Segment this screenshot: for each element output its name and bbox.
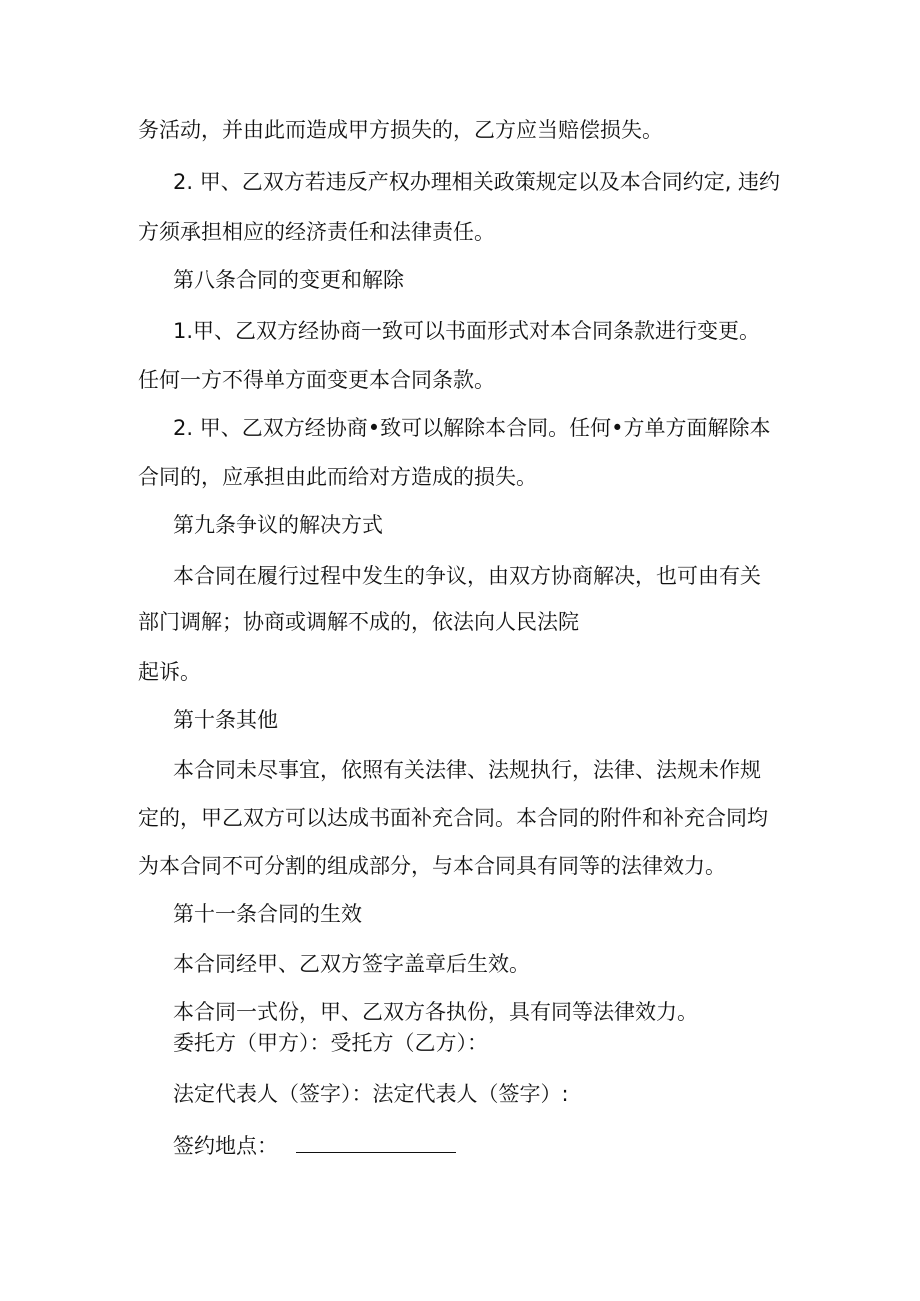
text-line: 起诉。 <box>138 660 201 684</box>
signing-location-label: 签约地点： <box>173 1134 278 1158</box>
text-line: 1.甲、乙双方经协商一致可以书面形式对本合同条款进行变更。 <box>173 319 761 343</box>
text-line: 2. 甲、乙双方若违反产权办理相关政策规定以及本合同约定, 违约 <box>173 170 781 194</box>
section-heading: 第十一条合同的生效 <box>173 902 362 926</box>
text-line: 2. 甲、乙双方经协商•致可以解除本合同。任何•方单方面解除本 <box>173 416 771 440</box>
section-heading: 第九条争议的解决方式 <box>173 513 383 537</box>
text-line: 本合同经甲、乙双方签字盖章后生效。 <box>173 952 530 976</box>
text-line: 本合同一式份，甲、乙双方各执份，具有同等法律效力。 <box>173 1000 698 1024</box>
text-line: 定的，甲乙双方可以达成书面补充合同。本合同的附件和补充合同均 <box>138 806 768 830</box>
text-line: 部门调解；协商或调解不成的，依法向人民法院 <box>138 610 579 634</box>
signature-representative-line: 法定代表人（签字）：法定代表人（签字）: <box>173 1082 569 1106</box>
section-heading: 第十条其他 <box>173 708 278 732</box>
text-line: 务活动，并由此而造成甲方损失的，乙方应当赔偿损失。 <box>138 118 663 142</box>
text-line: 为本合同不可分割的组成部分，与本合同具有同等的法律效力。 <box>138 854 726 878</box>
signature-party-line: 委托方（甲方）：受托方（乙方）： <box>173 1031 488 1055</box>
text-line: 任何一方不得单方面变更本合同条款。 <box>138 368 495 392</box>
section-heading: 第八条合同的变更和解除 <box>173 268 404 292</box>
text-line: 本合同未尽事宜，依照有关法律、法规执行，法律、法规未作规 <box>173 758 761 782</box>
signing-location-line <box>173 1136 456 1157</box>
signing-location-blank <box>296 1151 456 1153</box>
text-line: 方须承担相应的经济责任和法律责任。 <box>138 220 495 244</box>
text-line: 本合同在履行过程中发生的争议，由双方协商解决，也可由有关 <box>173 564 761 588</box>
text-line: 合同的，应承担由此而给对方造成的损失。 <box>138 465 537 489</box>
